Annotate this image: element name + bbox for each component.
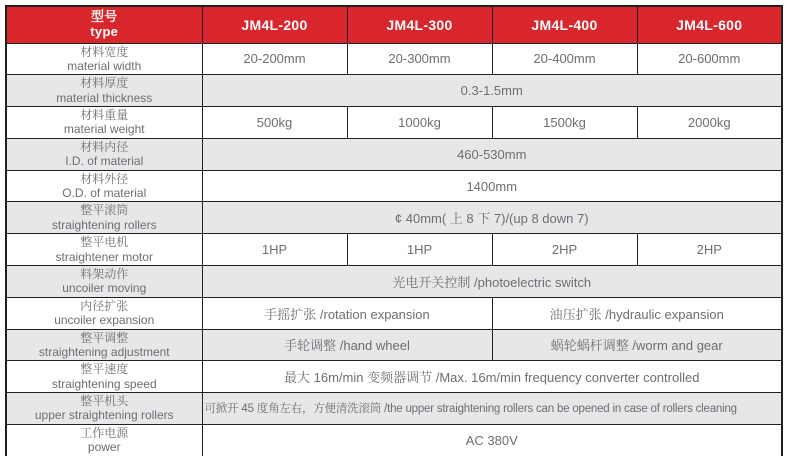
row-label-cn: 材料内径 — [80, 139, 129, 154]
value-cell: ¢ 40mm( 上 8 下 7)/(up 8 down 7) — [202, 202, 782, 234]
row-label-cn: 内径扩张 — [80, 298, 129, 313]
row-label-en: material thickness — [56, 90, 153, 105]
row-label-en: upper straightening rollers — [34, 408, 174, 423]
table-header-row — [6, 6, 782, 43]
row-label-cn: 材料宽度 — [80, 44, 129, 59]
row-label-en: I.D. of material — [65, 154, 144, 169]
row-label-cn: 材料重量 — [80, 108, 129, 123]
header-model-jm4l-600: JM4L-600 — [637, 6, 782, 43]
value-cell: 1400mm — [202, 170, 782, 202]
value-cell: 蜗轮蜗杆调整 /worm and gear — [492, 329, 782, 361]
header-type-label-cn: 型号 — [90, 8, 118, 24]
row-label-uncoiler-moving — [6, 265, 202, 297]
row-label-straightening-speed — [6, 361, 202, 393]
value-cell: 可掀开 45 度角左右，方便清洗滚筒 /the upper straightening rollers can be opened in case of rollers cleaning — [202, 393, 782, 425]
spec-row-uncoiler-expansion — [6, 297, 782, 329]
row-label-straightening-adjustment — [6, 329, 202, 361]
row-label-cn: 料架动作 — [80, 266, 129, 281]
row-label-en: O.D. of material — [62, 186, 147, 201]
row-label-en: straightening adjustment — [38, 344, 170, 359]
spec-row-material-width — [6, 43, 782, 75]
value-cell: 1500kg — [492, 107, 637, 139]
row-label-en: uncoiler moving — [62, 281, 147, 296]
spec-table — [5, 5, 783, 456]
row-label-cn: 整平速度 — [80, 362, 129, 377]
spec-row-id-of-material — [6, 138, 782, 170]
spec-row-straightener-motor — [6, 234, 782, 266]
row-label-en: material width — [67, 58, 142, 73]
value-cell: 20-300mm — [347, 43, 492, 75]
spec-row-straightening-rollers — [6, 202, 782, 234]
spec-row-straightening-adjustment — [6, 329, 782, 361]
header-model-jm4l-300: JM4L-300 — [347, 6, 492, 43]
value-cell: 光电开关控制 /photoelectric switch — [202, 265, 782, 297]
spec-row-upper-straightening-rollers — [6, 393, 782, 425]
row-label-en: straightener motor — [55, 249, 153, 264]
value-cell: 手轮调整 /hand wheel — [202, 329, 492, 361]
spec-row-straightening-speed — [6, 361, 782, 393]
value-cell: 1HP — [347, 234, 492, 266]
value-cell: 手摇扩张 /rotation expansion — [202, 297, 492, 329]
value-cell: 460-530mm — [202, 138, 782, 170]
row-label-en: straightening rollers — [51, 217, 157, 232]
value-cell: 油压扩张 /hydraulic expansion — [492, 297, 782, 329]
row-label-cn: 整平机头 — [80, 394, 129, 409]
value-cell: 最大 16m/min 变频器调节 /Max. 16m/min frequency converter controlled — [202, 361, 782, 393]
row-label-cn: 工作电源 — [80, 425, 129, 440]
header-type-label-en: type — [90, 23, 119, 39]
value-cell: 2HP — [637, 234, 782, 266]
value-cell: 1000kg — [347, 107, 492, 139]
spec-row-od-of-material — [6, 170, 782, 202]
row-label-en: uncoiler expansion — [54, 313, 155, 328]
row-label-cn: 材料外径 — [80, 171, 129, 186]
row-label-cn: 整平滚筒 — [80, 203, 129, 218]
value-cell: 20-600mm — [637, 43, 782, 75]
row-label-material-width — [6, 43, 202, 75]
row-label-uncoiler-expansion — [6, 297, 202, 329]
row-label-upper-straightening-rollers — [6, 393, 202, 425]
row-label-cn: 整平电机 — [80, 235, 129, 250]
row-label-cn: 材料厚度 — [80, 76, 129, 91]
spec-row-power — [6, 424, 782, 456]
row-label-en: power — [87, 440, 121, 455]
value-cell: 0.3-1.5mm — [202, 75, 782, 107]
header-model-jm4l-200: JM4L-200 — [202, 6, 347, 43]
value-cell: 2HP — [492, 234, 637, 266]
value-cell: 2000kg — [637, 107, 782, 139]
value-cell: 500kg — [202, 107, 347, 139]
value-cell: 1HP — [202, 234, 347, 266]
row-label-en: material weight — [63, 122, 145, 137]
row-label-od-of-material — [6, 170, 202, 202]
value-cell: 20-200mm — [202, 43, 347, 75]
spec-row-material-thickness — [6, 75, 782, 107]
row-label-straightener-motor — [6, 234, 202, 266]
row-label-cn: 整平调整 — [80, 330, 129, 345]
row-label-power — [6, 424, 202, 456]
header-type-cell — [6, 6, 202, 43]
row-label-en: straightening speed — [51, 376, 157, 391]
row-label-material-thickness — [6, 75, 202, 107]
value-cell: 20-400mm — [492, 43, 637, 75]
value-cell: AC 380V — [202, 424, 782, 456]
row-label-straightening-rollers — [6, 202, 202, 234]
row-label-material-weight — [6, 107, 202, 139]
row-label-id-of-material — [6, 138, 202, 170]
spec-row-material-weight — [6, 107, 782, 139]
header-model-jm4l-400: JM4L-400 — [492, 6, 637, 43]
spec-row-uncoiler-moving — [6, 265, 782, 297]
